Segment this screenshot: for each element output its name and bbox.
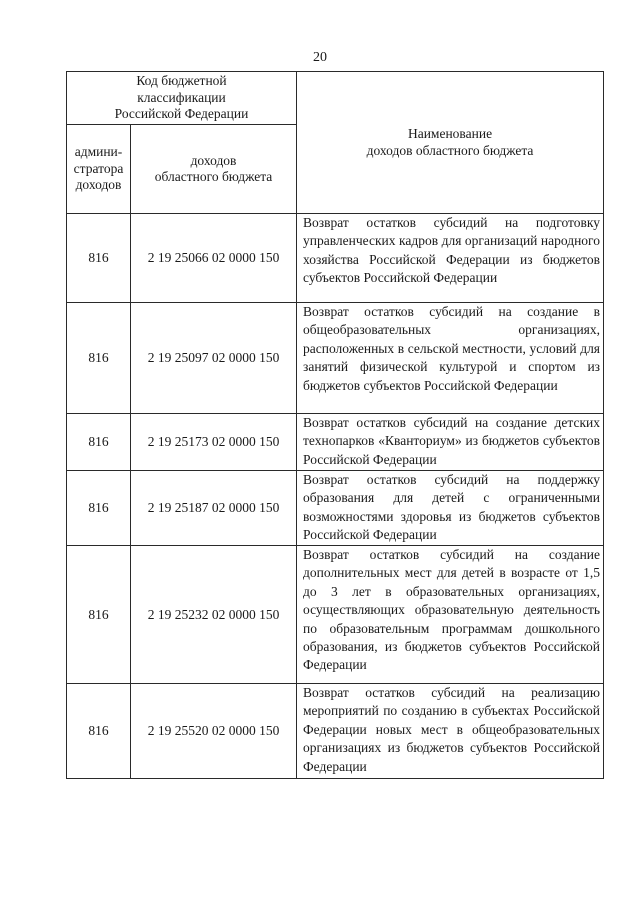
administrator-code: 816 [67, 414, 131, 471]
header-budget-classification-code: Код бюджетной классификации Российской Федерации [67, 72, 297, 125]
income-name: Возврат остатков субсидий на создание в общеобразовательных организациях, расположенных в сельской местности, условий для занятий физической культурой и спортом из бюджетов субъектов Российской Федерации [303, 304, 601, 393]
page-number: 20 [313, 50, 327, 65]
income-code: 2 19 25173 02 0000 150 [131, 414, 297, 471]
table-row [67, 414, 604, 471]
income-name-cell [297, 684, 604, 779]
administrator-code: 816 [67, 303, 131, 414]
income-name: Возврат остатков субсидий на создание детских технопарков «Кванториум» из бюджетов субъектов Российской Федерации [303, 415, 601, 467]
administrator-code: 816 [67, 684, 131, 779]
table-header-row [67, 72, 604, 125]
income-code: 2 19 25187 02 0000 150 [131, 471, 297, 546]
table-row [67, 684, 604, 779]
header-income-code: доходов областного бюджета [131, 125, 297, 214]
income-name-cell [297, 546, 604, 684]
table-row [67, 214, 604, 303]
income-code: 2 19 25066 02 0000 150 [131, 214, 297, 303]
income-code: 2 19 25097 02 0000 150 [131, 303, 297, 414]
income-name: Возврат остатков субсидий на создание дополнительных мест для детей в возрасте от 1,5 до 3 лет в образовательных организациях, осуществляющих образовательную деятельность по образовательным программам дошкольного образования, из бюджетов субъектов Российской Федерации [303, 547, 601, 673]
income-code: 2 19 25520 02 0000 150 [131, 684, 297, 779]
income-name: Возврат остатков субсидий на реализацию мероприятий по созданию в субъектах Российской Федерации новых мест в общеобразовательных организациях из бюджетов субъектов Российской Федерации [303, 685, 601, 774]
income-name-cell [297, 303, 604, 414]
income-name-cell [297, 471, 604, 546]
income-name: Возврат остатков субсидий на поддержку образования для детей с ограниченными возможностями здоровья из бюджетов субъектов Российской Федерации [303, 472, 601, 543]
income-name-cell [297, 414, 604, 471]
administrator-code: 816 [67, 214, 131, 303]
income-name: Возврат остатков субсидий на подготовку управленческих кадров для организаций народного хозяйства Российской Федерации из бюджетов субъектов Российской Федерации [303, 215, 601, 286]
table-row [67, 471, 604, 546]
income-name-cell [297, 214, 604, 303]
income-code: 2 19 25232 02 0000 150 [131, 546, 297, 684]
income-classification-table [66, 71, 604, 779]
administrator-code: 816 [67, 546, 131, 684]
header-income-name: Наименование доходов областного бюджета [297, 72, 604, 214]
administrator-code: 816 [67, 471, 131, 546]
header-administrator: админи- стратора доходов [67, 125, 131, 214]
table-row [67, 303, 604, 414]
table-row [67, 546, 604, 684]
